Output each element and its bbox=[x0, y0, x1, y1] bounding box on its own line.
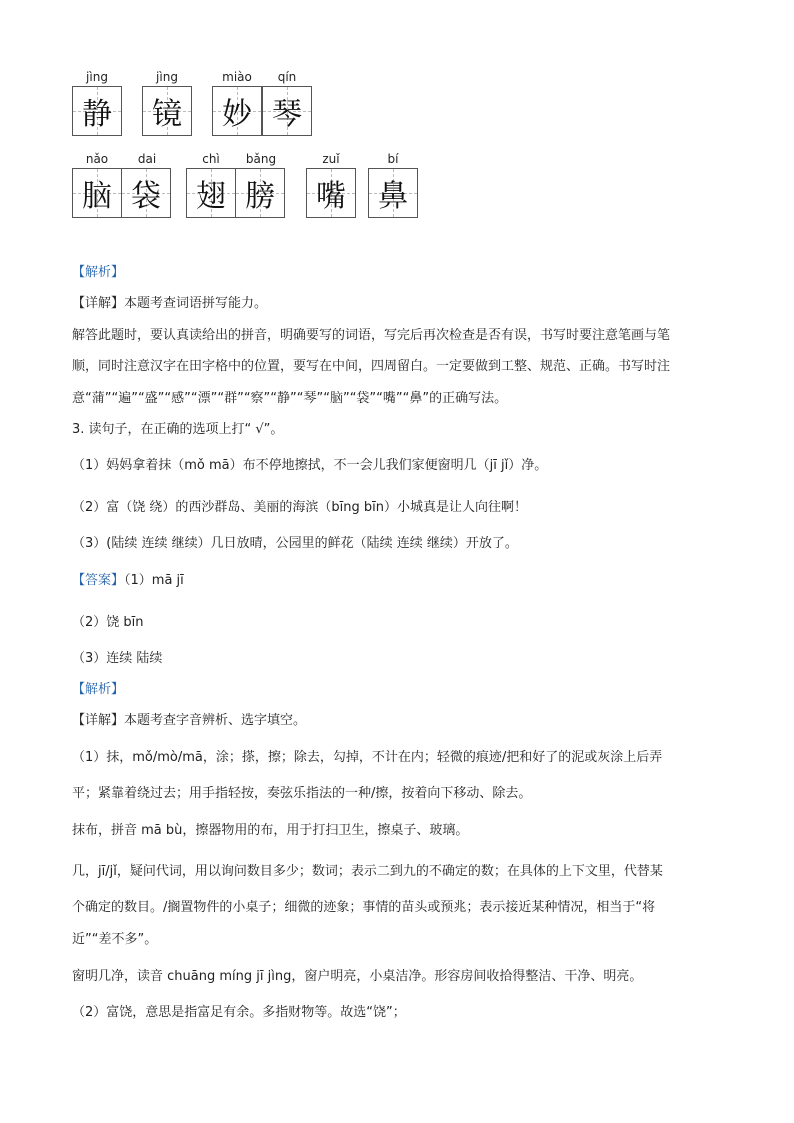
answer-line-1 bbox=[72, 571, 732, 591]
explanation-line: 意“蒲”“遍”“盛”“感”“漂”“群”“察”“静”“琴”“脑”“袋”“嘴”“鼻”的正确写法。 bbox=[72, 391, 508, 406]
question-3-item-3: （3）(陆续 连续 继续）几日放晴，公园里的鲜花（陆续 连续 继续）开放了。 bbox=[72, 536, 518, 551]
explanation-line: （2）富饶，意思是指富足有余。多指财物等。故选“饶”； bbox=[72, 1005, 406, 1020]
word-miao bbox=[212, 68, 262, 136]
answer-tag: 【答案】 bbox=[72, 573, 125, 588]
detail-tag: 【详解】 bbox=[72, 296, 125, 311]
explanation-line: 几，jī/jǐ，疑问代词，用以询问数目多少；数词；表示二到九的不确定的数；在具体的上下文里，代替某 bbox=[72, 864, 663, 879]
detail-2 bbox=[72, 711, 732, 731]
hanzi: 鼻 bbox=[378, 179, 408, 214]
tianzige-box bbox=[122, 168, 171, 218]
pinyin: bí bbox=[387, 152, 399, 166]
word-jing-1 bbox=[72, 68, 122, 136]
hanzi: 嘴 bbox=[316, 179, 346, 214]
answer-line-2: （2）饶 bīn bbox=[72, 615, 144, 630]
pinyin: bǎng bbox=[245, 152, 277, 166]
explanation-line: 个确定的数目。/搁置物件的小桌子；细微的迹象；事情的苗头或预兆；表示接近某种情况，相当于“将 bbox=[72, 900, 656, 915]
pinyin: qín bbox=[277, 70, 297, 84]
hanzi: 翅 bbox=[196, 179, 226, 214]
pinyin: jìng bbox=[156, 70, 178, 84]
word-qin bbox=[262, 68, 312, 136]
word-naodai bbox=[72, 150, 172, 218]
explanation-line: 顺，同时注意汉字在田字格中的位置，要写在中间，四周留白。一定要做到工整、规范、正确。书写时注 bbox=[72, 359, 671, 374]
answer-text: （1）mā jī bbox=[124, 573, 184, 588]
question-3-item-2: （2）富（饶 绕）的西沙群岛、美丽的海滨（bīng bīn）小城真是让人向往啊！ bbox=[72, 500, 527, 515]
hanzi: 妙 bbox=[222, 97, 252, 132]
detail-1 bbox=[72, 294, 732, 314]
explanation-line: 近”“差不多”。 bbox=[72, 932, 158, 947]
explanation-line: 解答此题时，要认真读给出的拼音，明确要写的词语，写完后再次检查是否有误，书写时要注意笔画与笔 bbox=[72, 328, 671, 343]
hanzi: 袋 bbox=[131, 179, 161, 214]
answer-line-3: （3）连续 陆续 bbox=[72, 651, 163, 666]
word-chibang bbox=[186, 150, 286, 218]
tianzige-box bbox=[262, 86, 312, 136]
pinyin: miào bbox=[222, 70, 252, 84]
pinyin: dai bbox=[137, 152, 157, 166]
hanzi: 膀 bbox=[245, 179, 275, 214]
pinyin: jìng bbox=[86, 70, 108, 84]
detail-tag: 【详解】 bbox=[72, 713, 125, 728]
tianzige-box bbox=[72, 86, 122, 136]
tianzige-box bbox=[72, 168, 122, 218]
hanzi: 镜 bbox=[152, 97, 182, 132]
tianzige-row-2 bbox=[72, 150, 418, 218]
word-jing-2 bbox=[142, 68, 192, 136]
analysis-label-1: 【解析】 bbox=[72, 265, 125, 280]
tianzige-box bbox=[186, 168, 236, 218]
detail-text: 本题考查字音辨析、选字填空。 bbox=[124, 713, 307, 728]
detail-text: 本题考查词语拼写能力。 bbox=[124, 296, 268, 311]
pinyin: zuǐ bbox=[322, 152, 340, 166]
tianzige-box bbox=[212, 86, 262, 136]
question-3-item-1: （1）妈妈拿着抹（mǒ mā）布不停地擦拭，不一会儿我们家便窗明几（jī jǐ）净。 bbox=[72, 458, 548, 473]
word-zui bbox=[306, 150, 356, 218]
explanation-line: （1）抹，mǒ/mò/mā，涂；搽，擦；除去，勾掉，不计在内；轻微的痕迹/把和好了的泥或灰涂上后弄 bbox=[72, 750, 663, 765]
hanzi: 琴 bbox=[272, 97, 302, 132]
hanzi: 静 bbox=[82, 97, 112, 132]
tianzige-box bbox=[236, 168, 285, 218]
word-bi bbox=[368, 150, 418, 218]
tianzige-row-1 bbox=[72, 68, 312, 136]
tianzige-box bbox=[306, 168, 356, 218]
analysis-label-2: 【解析】 bbox=[72, 682, 125, 697]
tianzige-box bbox=[142, 86, 192, 136]
explanation-line: 窗明几净，读音 chuāng míng jī jìng，窗户明亮，小桌洁净。形容房间收拾得整洁、干净、明亮。 bbox=[72, 969, 643, 984]
explanation-line: 抹布，拼音 mā bù，擦器物用的布，用于打扫卫生，擦桌子、玻璃。 bbox=[72, 823, 469, 838]
explanation-line: 平；紧靠着绕过去；用手指轻按，奏弦乐指法的一种/擦，按着向下移动、除去。 bbox=[72, 786, 532, 801]
hanzi: 脑 bbox=[82, 179, 112, 214]
pinyin: nǎo bbox=[85, 152, 109, 166]
pinyin: chì bbox=[202, 152, 220, 166]
question-3-title: 3. 读句子，在正确的选项上打“ √”。 bbox=[72, 422, 284, 437]
tianzige-box bbox=[368, 168, 418, 218]
